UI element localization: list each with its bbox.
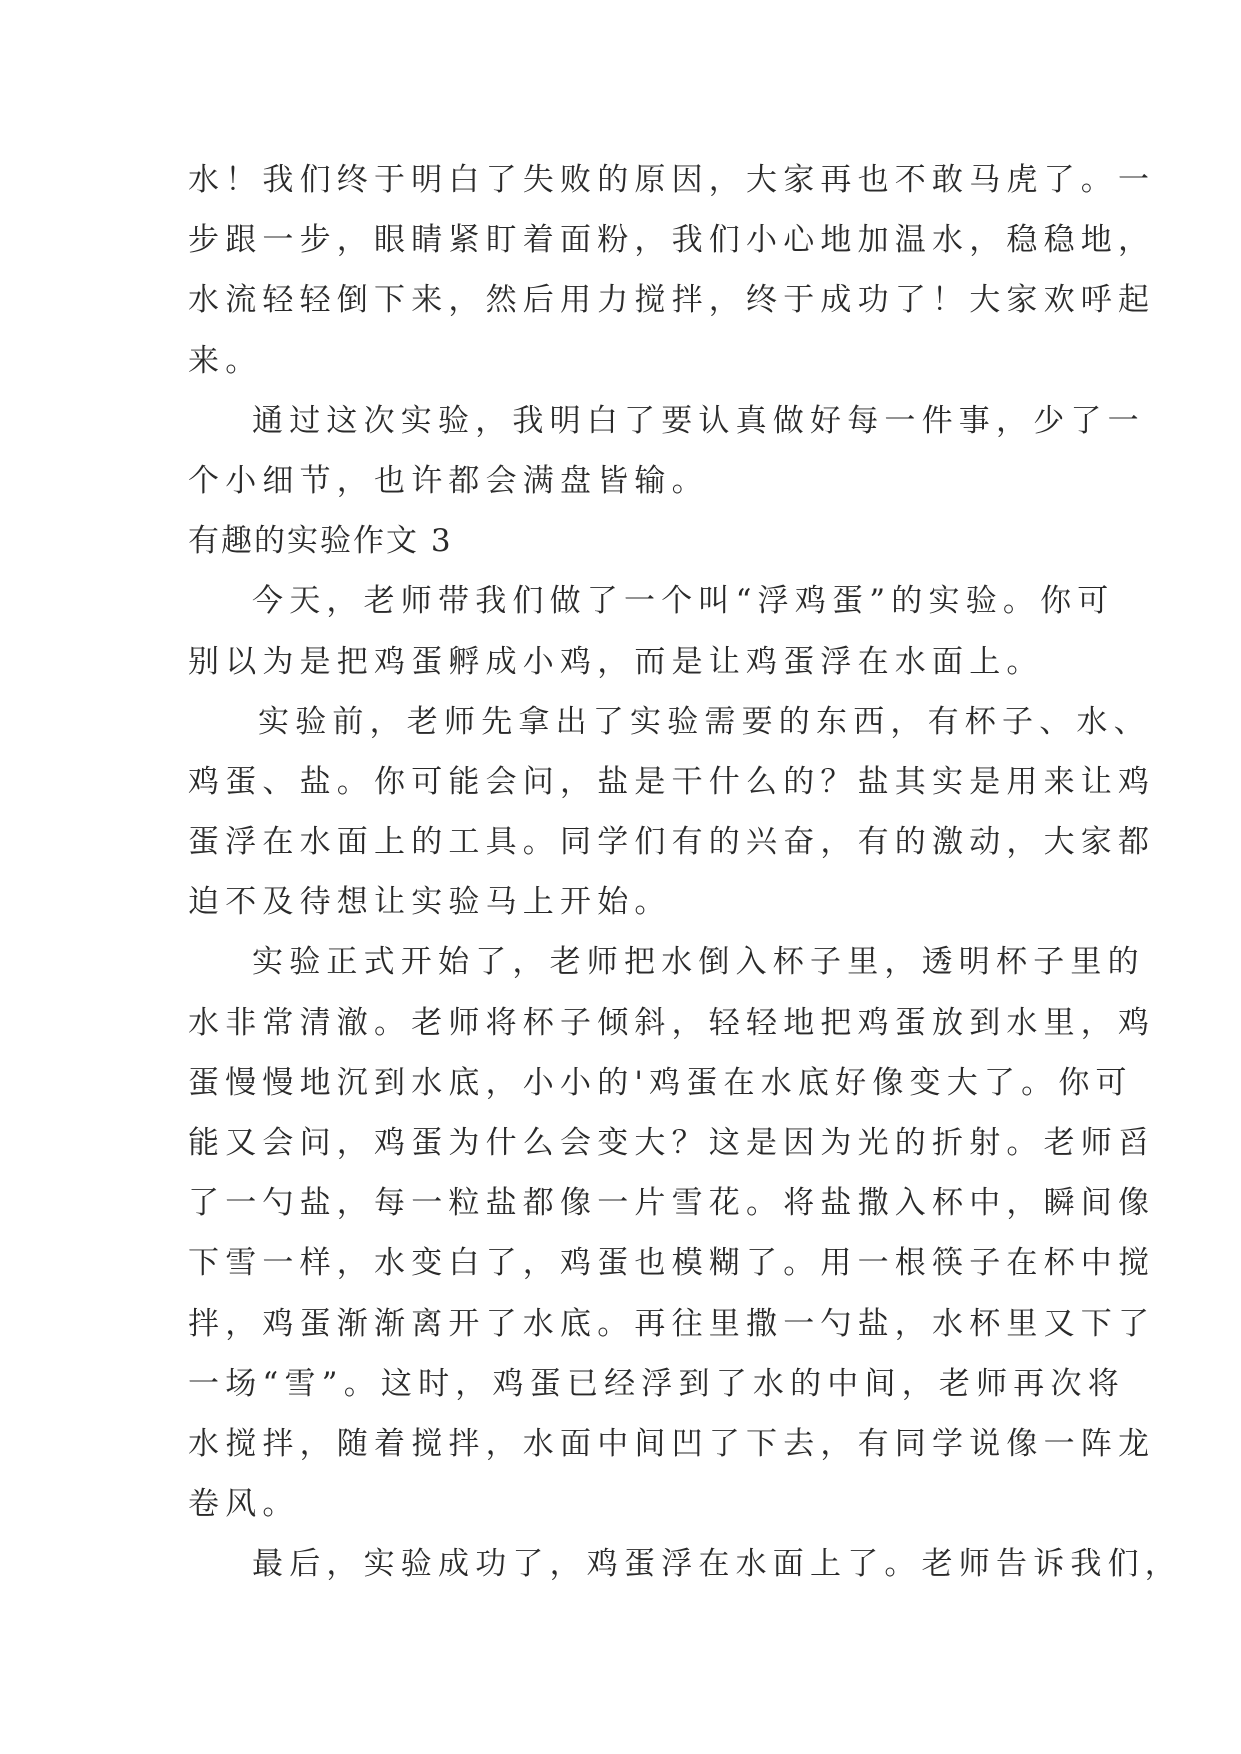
text-line: 实验前，老师先拿出了实验需要的东西，有杯子、水、 [258,703,1151,740]
text-line: 能又会问，鸡蛋为什么会变大？这是因为光的折射。老师舀 [188,1125,1156,1161]
text-line: 个小细节，也许都会满盘皆输。 [188,462,709,499]
text-line: 通过这次实验，我明白了要认真做好每一件事，少了一 [252,402,1145,439]
text-line: 今天，老师带我们做了一个叫“浮鸡蛋”的实验。你可 [252,583,1115,620]
text-line: 水流轻轻倒下来，然后用力搅拌，终于成功了！大家欢呼起 [188,282,1156,319]
section-heading: 有趣的实验作文 3 [188,523,453,560]
text-line: 别以为是把鸡蛋孵成小鸡，而是让鸡蛋浮在水面上。 [188,643,1044,680]
text-line: 水！我们终于明白了失败的原因，大家再也不敢马虎了。一 [188,162,1156,198]
text-line: 来。 [188,342,263,379]
text-line: 拌，鸡蛋渐渐离开了水底。再往里撒一勺盐，水杯里又下了 [188,1305,1156,1342]
text-line: 蛋浮在水面上的工具。同学们有的兴奋，有的激动，大家都 [188,824,1156,861]
text-line: 水非常清澈。老师将杯子倾斜，轻轻地把鸡蛋放到水里，鸡 [188,1004,1156,1041]
essay-body [188,150,1182,1595]
text-line: 卷风。 [188,1486,300,1523]
text-line: 一场“雪”。这时，鸡蛋已经浮到了水的中间，老师再次将 [188,1365,1125,1402]
text-line: 蛋慢慢地沉到水底，小小的'鸡蛋在水底好像变大了。你可 [188,1064,1133,1101]
text-line: 步跟一步，眼睛紧盯着面粉，我们小心地加温水，稳稳地， [188,222,1156,259]
text-line: 最后，实验成功了，鸡蛋浮在水面上了。老师告诉我们， [252,1546,1182,1583]
text-line: 水搅拌，随着搅拌，水面中间凹了下去，有同学说像一阵龙 [188,1425,1156,1462]
text-line: 实验正式开始了，老师把水倒入杯子里，透明杯子里的 [252,944,1145,981]
text-line: 迫不及待想让实验马上开始。 [188,884,672,921]
text-line: 了一勺盐，每一粒盐都像一片雪花。将盐撒入杯中，瞬间像 [188,1185,1156,1222]
text-line: 下雪一样，水变白了，鸡蛋也模糊了。用一根筷子在杯中搅 [188,1245,1156,1282]
text-line: 鸡蛋、盐。你可能会问，盐是干什么的？盐其实是用来让鸡 [188,763,1156,800]
